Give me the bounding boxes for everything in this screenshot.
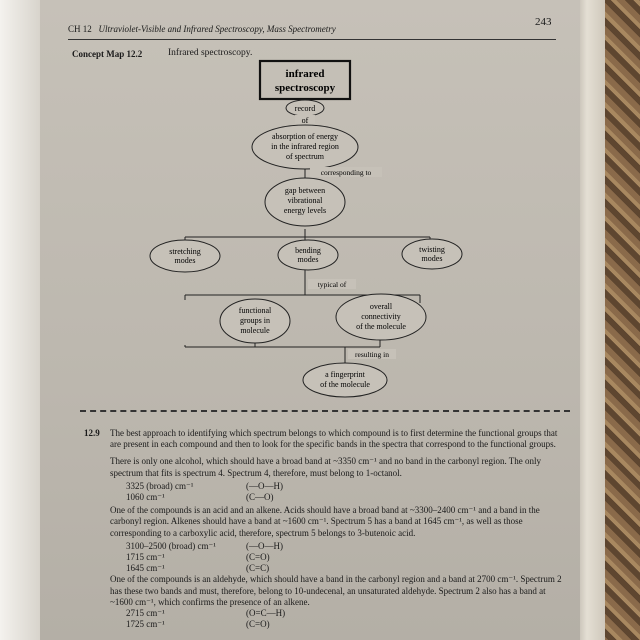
fingerprint-line-2: of the molecule	[320, 380, 370, 389]
band-assignment: (C—O)	[246, 492, 274, 503]
link-typical: typical of	[317, 280, 347, 289]
acid-data-row	[126, 541, 570, 552]
twisting-line-1: twisting	[419, 245, 445, 254]
aldehyde-paragraph: One of the compounds is an aldehyde, which should have a band in the carbonyl region and a band at 2700 cm⁻¹. Spectrum 2 has these two bands and must, therefore, belong to 10-undecenal, an unsaturated aldehyde. Spectrum 2 also has a band at ~1600 cm⁻¹, which confirms the presence of an alkene.	[110, 574, 562, 607]
alcohol-paragraph: There is only one alcohol, which should have a broad band at ~3350 cm⁻¹ and no band in the carbonyl region. The only spectrum that fits is spectrum 4. Spectrum 4, therefore, must belong to 1-octanol.	[110, 456, 542, 478]
band-assignment: (C=O)	[246, 552, 270, 563]
page-number: 243	[535, 16, 552, 28]
link-corresponding: corresponding to	[320, 168, 372, 177]
band-value: 1715 cm⁻¹	[126, 552, 165, 563]
intro-paragraph: The best approach to identifying which spectrum belongs to which compound is to first determine the functional groups that are present in each compound and then to look for the specific bands in the spectra that correspond to the functional groups.	[110, 428, 558, 450]
header-rule	[68, 39, 556, 40]
aldehyde-data-row	[126, 619, 570, 630]
acid-paragraph: One of the compounds is an acid and an alkene. Acids should have a broad band at ~3300–2400 cm⁻¹ and a band in the carbonyl region. Alkenes should have a band at ~1600 cm⁻¹. Spectrum 5 has a band at 1645 cm⁻¹, as well as those corresponding to a carboxylic acid, therefore, spectrum 5 belongs to 3-butenoic acid.	[110, 505, 540, 538]
concept-map-label: Concept Map 12.2	[72, 49, 143, 59]
band-value: 2715 cm⁻¹	[126, 608, 165, 619]
link-record: record	[294, 104, 316, 113]
connectivity-line-2: connectivity	[361, 312, 401, 321]
connectivity-line-1: overall	[369, 302, 393, 311]
functional-line-3: molecule	[240, 326, 270, 335]
bending-line-1: bending	[295, 246, 321, 255]
background-right	[600, 0, 640, 640]
band-assignment: (O=C—H)	[246, 608, 286, 619]
aldehyde-data-row	[126, 608, 570, 619]
stretching-line-1: stretching	[169, 247, 201, 256]
gap-line-3: energy levels	[283, 206, 327, 215]
functional-line-1: functional	[238, 306, 272, 315]
chapter-title: Ultraviolet-Visible and Infrared Spectroscopy, Mass Spectrometry	[98, 24, 336, 34]
stretching-line-2: modes	[174, 256, 196, 265]
band-value: 3325 (broad) cm⁻¹	[126, 480, 194, 491]
link-of: of	[301, 116, 309, 125]
solution-text	[110, 428, 570, 630]
acid-data-row	[126, 552, 570, 563]
band-value: 1060 cm⁻¹	[126, 492, 165, 503]
link-resulting: resulting in	[355, 350, 389, 359]
gap-line-2: vibrational	[287, 196, 323, 205]
chapter-number: CH 12	[68, 24, 92, 34]
background-left	[0, 0, 40, 640]
alcohol-data-row	[126, 492, 570, 503]
bending-line-2: modes	[297, 255, 319, 264]
connectivity-line-3: of the molecule	[356, 322, 406, 331]
band-assignment: (—O—H)	[246, 540, 283, 551]
band-value: 1645 cm⁻¹	[126, 563, 165, 574]
band-assignment: (C=C)	[246, 563, 270, 574]
fingerprint-line-1: a fingerprint	[325, 370, 365, 379]
gap-line-1: gap between	[284, 186, 326, 195]
concept-map-caption: Infrared spectroscopy.	[168, 48, 253, 58]
problem-number: 12.9	[84, 428, 100, 438]
alcohol-data-row	[126, 481, 570, 492]
functional-line-2: groups in	[240, 316, 270, 325]
running-header	[68, 24, 336, 34]
band-value: 3100–2500 (broad) cm⁻¹	[126, 540, 216, 551]
absorption-line-3: of spectrum	[286, 152, 324, 161]
concept-map-diagram	[80, 55, 540, 405]
absorption-line-1: absorption of energy	[271, 132, 339, 141]
book-page	[40, 0, 580, 640]
section-divider	[80, 410, 570, 412]
band-assignment: (C=O)	[246, 619, 270, 630]
root-line-2: spectroscopy	[274, 82, 336, 94]
twisting-line-2: modes	[421, 254, 443, 263]
absorption-line-2: in the infrared region	[271, 142, 339, 151]
band-value: 1725 cm⁻¹	[126, 619, 165, 630]
acid-data-row	[126, 563, 570, 574]
concept-map-svg	[80, 55, 540, 405]
band-assignment: (—O—H)	[246, 480, 283, 491]
root-line-1: infrared	[285, 68, 325, 80]
